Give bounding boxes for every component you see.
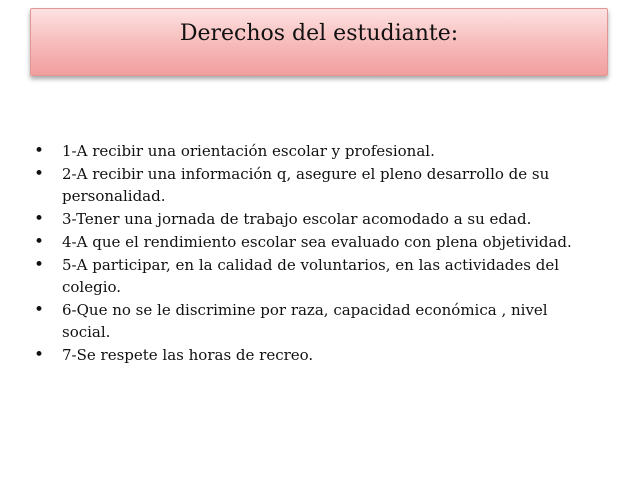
bullet-icon: •	[34, 209, 45, 229]
list-item-text: 7-Se respete las horas de recreo.	[62, 346, 314, 364]
list-item-text: 3-Tener una jornada de trabajo escolar acomodado a su edad.	[62, 210, 532, 228]
bullet-icon: •	[34, 255, 45, 275]
list-item-text: 5-A participar, en la calidad de voluntarios, en las actividades del colegio.	[62, 256, 560, 296]
bullet-icon: •	[34, 300, 45, 320]
list-item	[34, 163, 594, 207]
list-item	[34, 231, 594, 253]
bullet-icon: •	[34, 345, 45, 365]
list-item	[34, 208, 594, 230]
slide-title: Derechos del estudiante:	[179, 21, 459, 46]
rights-list	[34, 140, 594, 367]
list-item-text: 2-A recibir una información q, asegure el pleno desarrollo de su personalidad.	[62, 165, 550, 205]
bullet-icon: •	[34, 232, 45, 252]
list-item	[34, 299, 594, 343]
list-item-text: 4-A que el rendimiento escolar sea evaluado con plena objetividad.	[62, 233, 572, 251]
bullet-icon: •	[34, 141, 45, 161]
list-item-text: 1-A recibir una orientación escolar y profesional.	[62, 142, 435, 160]
bullet-icon: •	[34, 164, 45, 184]
list-item-text: 6-Que no se le discrimine por raza, capacidad económica , nivel social.	[62, 301, 548, 341]
title-box	[30, 8, 608, 76]
list-item	[34, 254, 594, 298]
list-item	[34, 140, 594, 162]
list-item	[34, 344, 594, 366]
